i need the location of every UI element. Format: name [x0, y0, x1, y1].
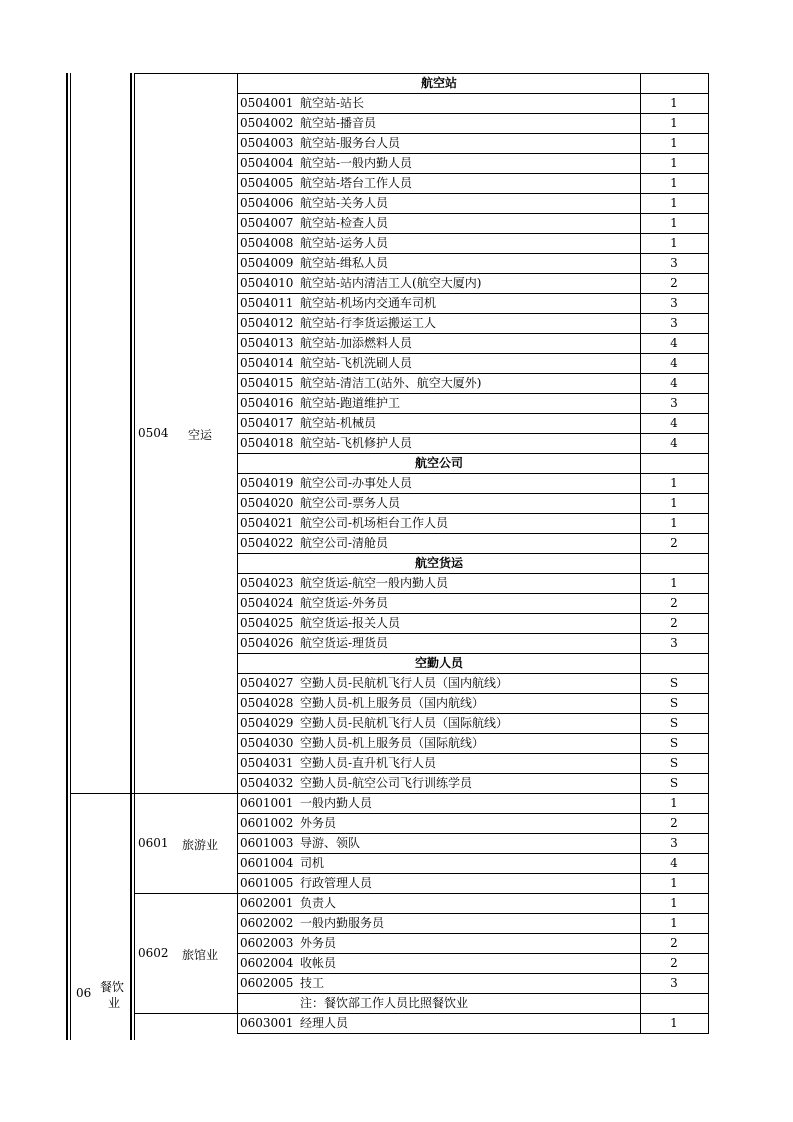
occupation-code: 0504007	[240, 216, 294, 230]
occupation-name: 空勤人员-航空公司飞行训练学员	[300, 776, 473, 790]
occupation-code: 0504008	[240, 236, 294, 250]
occupation-name: 航空站-清洁工(站外、航空大厦外)	[300, 376, 482, 390]
occupation-level: S	[669, 696, 679, 710]
occupation-name: 导游、领队	[300, 836, 361, 850]
occupation-level: 1	[670, 116, 678, 130]
occupation-level: 1	[670, 236, 678, 250]
occupation-code: 0504001	[240, 96, 294, 110]
occupation-code: 0504014	[240, 356, 294, 370]
occupation-level: 4	[670, 436, 678, 450]
occupation-code: 0504031	[240, 756, 294, 770]
occupation-name: 航空货运-报关人员	[300, 616, 401, 630]
occupation-code: 0601005	[240, 876, 294, 890]
occupation-level: 1	[670, 496, 678, 510]
occupation-name: 技工	[300, 976, 325, 990]
occupation-name: 一般内勤服务员	[300, 916, 385, 930]
occupation-level: 3	[670, 836, 678, 850]
occupation-name: 行政管理人员	[300, 876, 373, 890]
occupation-code: 0504004	[240, 156, 294, 170]
occupation-level: 4	[670, 416, 678, 430]
left-border-inner	[70, 73, 71, 1040]
occupation-code: 0504029	[240, 716, 294, 730]
occupation-name: 航空站-机场内交通车司机	[300, 296, 437, 310]
occupation-name: 收帐员	[300, 956, 337, 970]
occupation-level: 4	[670, 336, 678, 350]
occupation-level: 2	[670, 536, 678, 550]
occupation-name: 航空站-行李货运搬运工人	[300, 316, 437, 330]
occupation-name: 空勤人员-民航机飞行人员（国内航线）	[300, 676, 509, 690]
occupation-level: S	[669, 756, 679, 770]
occupation-name: 航空站-检查人员	[300, 216, 389, 230]
occupation-level: 3	[670, 636, 678, 650]
occupation-level: 1	[670, 136, 678, 150]
occupation-name: 空勤人员-机上服务员（国际航线）	[300, 736, 485, 750]
occupation-level: 1	[670, 96, 678, 110]
occupation-level: 3	[670, 396, 678, 410]
occupation-name: 航空站-机械员	[300, 416, 377, 430]
occupation-code: 0504017	[240, 416, 294, 430]
occupation-level: 1	[670, 216, 678, 230]
occupation-level: S	[669, 716, 679, 730]
occupation-level: 1	[670, 196, 678, 210]
occupation-level: S	[669, 736, 679, 750]
occupation-code: 0601003	[240, 836, 294, 850]
occupation-code: 0504026	[240, 636, 294, 650]
major-name-line2: 业	[108, 996, 121, 1010]
occupation-level: 3	[670, 976, 678, 990]
col-divider-major	[130, 73, 132, 1040]
occupation-code: 0504005	[240, 176, 294, 190]
occupation-code: 0602002	[240, 916, 294, 930]
occupation-level: 2	[670, 956, 678, 970]
sub-name-0601: 旅游业	[182, 838, 219, 852]
occupation-name: 空勤人员-民航机飞行人员（国际航线）	[300, 716, 509, 730]
occupation-name: 航空公司-票务人员	[300, 496, 401, 510]
occupation-level: 3	[670, 296, 678, 310]
occupation-name: 航空公司-办事处人员	[300, 476, 413, 490]
occupation-level: 1	[670, 476, 678, 490]
occupation-name: 航空站-飞机修护人员	[300, 436, 413, 450]
occupation-name: 航空公司-机场柜台工作人员	[300, 516, 449, 530]
occupation-name: 航空站-服务台人员	[300, 136, 401, 150]
occupation-code: 0504025	[240, 616, 294, 630]
occupation-name: 外务员	[300, 936, 337, 950]
occupation-code: 0504009	[240, 256, 294, 270]
occupation-code: 0504030	[240, 736, 294, 750]
occupation-code: 0602004	[240, 956, 294, 970]
occupation-name: 航空货运-理货员	[300, 636, 389, 650]
occupation-level: 3	[670, 256, 678, 270]
occupation-level: 1	[670, 576, 678, 590]
occupation-level: 4	[670, 376, 678, 390]
occupation-code: 0601002	[240, 816, 294, 830]
sub-code-0602: 0602	[138, 946, 169, 960]
occupation-level: 2	[670, 596, 678, 610]
occupation-name: 航空站-站长	[300, 96, 365, 110]
occupation-name: 航空站-缉私人员	[300, 256, 389, 270]
occupation-level: 1	[670, 176, 678, 190]
occupation-level: 1	[670, 916, 678, 930]
occupation-name: 航空公司-清舱员	[300, 536, 389, 550]
occupation-code: 0504015	[240, 376, 294, 390]
section-header: 空勤人员	[414, 656, 463, 670]
occupation-code: 0602003	[240, 936, 294, 950]
occupation-code: 0504022	[240, 536, 294, 550]
occupation-name: 空勤人员-机上服务员（国内航线）	[300, 696, 485, 710]
occupation-name: 航空站-播音员	[300, 116, 377, 130]
major-name-line1: 餐饮	[100, 980, 125, 994]
occupation-code: 0603001	[240, 1016, 294, 1030]
occupation-name: 外务员	[300, 816, 337, 830]
occupation-name: 航空站-站内清洁工人(航空大厦内)	[300, 276, 482, 290]
occupation-code: 0602001	[240, 896, 294, 910]
note-text: 注：餐饮部工作人员比照餐饮业	[300, 996, 469, 1010]
sub-code-0504: 0504	[138, 426, 169, 440]
occupation-code: 0504020	[240, 496, 294, 510]
sub-name-0602: 旅馆业	[182, 948, 219, 962]
occupation-code: 0504010	[240, 276, 294, 290]
occupation-name: 一般内勤人员	[300, 796, 373, 810]
occupation-code: 0601004	[240, 856, 294, 870]
occupation-level: S	[669, 776, 679, 790]
section-header: 航空货运	[414, 556, 463, 570]
occupation-code: 0504016	[240, 396, 294, 410]
occupation-name: 空勤人员-直升机飞行人员	[300, 756, 437, 770]
occupation-level: 1	[670, 876, 678, 890]
major-code-06: 06	[76, 986, 92, 1000]
occupation-name: 航空站-塔台工作人员	[300, 176, 413, 190]
occupation-code: 0504024	[240, 596, 294, 610]
occupation-level: 1	[670, 796, 678, 810]
occupation-code: 0504012	[240, 316, 294, 330]
row-bottom-line	[237, 1033, 709, 1034]
occupation-code: 0504011	[240, 296, 294, 310]
occupation-code: 0601001	[240, 796, 294, 810]
occupation-level: 4	[670, 856, 678, 870]
occupation-name: 航空站-运务人员	[300, 236, 389, 250]
occupation-code: 0504003	[240, 136, 294, 150]
occupation-level: 4	[670, 356, 678, 370]
occupation-level: S	[669, 676, 679, 690]
occupation-code: 0504002	[240, 116, 294, 130]
occupation-level: 2	[670, 616, 678, 630]
occupation-code: 0504027	[240, 676, 294, 690]
occupation-code: 0602005	[240, 976, 294, 990]
occupation-code: 0504013	[240, 336, 294, 350]
occupation-code: 0504006	[240, 196, 294, 210]
occupation-name: 航空货运-航空一般内勤人员	[300, 576, 449, 590]
occupation-code: 0504021	[240, 516, 294, 530]
occupation-name: 航空站-跑道维护工	[300, 396, 401, 410]
occupation-code: 0504023	[240, 576, 294, 590]
occupation-level: 2	[670, 816, 678, 830]
occupation-level: 1	[670, 896, 678, 910]
occupation-level: 3	[670, 316, 678, 330]
occupation-name: 航空站-一般内勤人员	[300, 156, 413, 170]
occupation-code: 0504032	[240, 776, 294, 790]
left-border-outer	[66, 73, 68, 1040]
occupation-name: 负责人	[300, 896, 337, 910]
occupation-level: 1	[670, 1016, 678, 1030]
occupation-code: 0504028	[240, 696, 294, 710]
occupation-level: 1	[670, 156, 678, 170]
occupation-code: 0504019	[240, 476, 294, 490]
occupation-name: 经理人员	[300, 1016, 349, 1030]
occupation-level: 1	[670, 516, 678, 530]
section-header: 航空站	[420, 76, 457, 90]
occupation-level: 2	[670, 276, 678, 290]
section-header: 航空公司	[414, 456, 463, 470]
occupation-name: 司机	[300, 856, 325, 870]
sub-name-0504: 空运	[188, 428, 213, 442]
sub-code-0601: 0601	[138, 836, 169, 850]
col-divider-sub	[134, 73, 135, 1040]
occupation-code: 0504018	[240, 436, 294, 450]
occupation-name: 航空站-飞机洗刷人员	[300, 356, 413, 370]
occupation-name: 航空站-关务人员	[300, 196, 389, 210]
occupation-level: 2	[670, 936, 678, 950]
occupation-name: 航空站-加添燃料人员	[300, 336, 413, 350]
occupation-name: 航空货运-外务员	[300, 596, 389, 610]
